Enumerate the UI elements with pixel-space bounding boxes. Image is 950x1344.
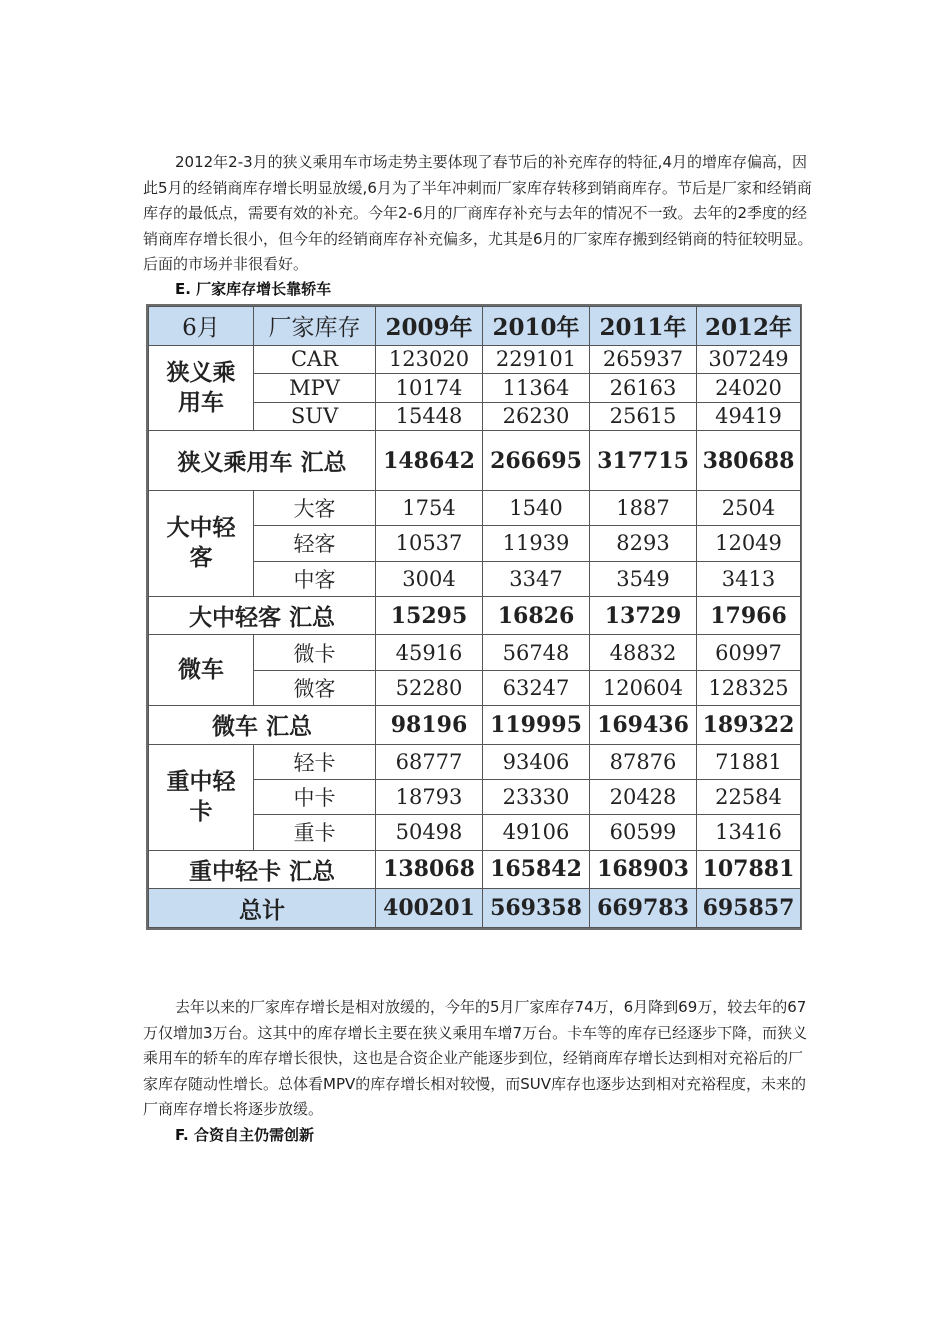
value-cell: 25615 bbox=[590, 402, 697, 430]
value-cell: 18793 bbox=[376, 779, 483, 814]
sub-cell: 微客 bbox=[254, 670, 376, 705]
value-cell: 3549 bbox=[590, 561, 697, 596]
inventory-table-frame bbox=[146, 304, 802, 930]
value-cell: 20428 bbox=[590, 779, 697, 814]
sub-cell: 微卡 bbox=[254, 635, 376, 670]
category-cell bbox=[149, 345, 254, 430]
grand-total-row bbox=[149, 889, 801, 928]
value-cell: 93406 bbox=[483, 744, 590, 779]
sub-cell: SUV bbox=[254, 402, 376, 430]
sub-cell: CAR bbox=[254, 345, 376, 373]
value-cell: 71881 bbox=[697, 744, 801, 779]
header-year: 2012年 bbox=[697, 307, 801, 346]
subtotal-value: 165842 bbox=[483, 850, 590, 889]
value-cell: 87876 bbox=[590, 744, 697, 779]
value-cell: 3347 bbox=[483, 561, 590, 596]
sub-cell: 中卡 bbox=[254, 779, 376, 814]
subtotal-row bbox=[149, 850, 801, 889]
value-cell: 3413 bbox=[697, 561, 801, 596]
analysis-paragraph: 去年以来的厂家库存增长是相对放缓的，今年的5月厂家库存74万，6月降到69万，较去年的67万仅增加3万台。这其中的库存增长主要在狭义乘用车增7万台。卡车等的库存已经逐步下降，而狭义乘用车的轿车的库存增长很快，这也是合资企业产能逐步到位，经销商库存增长达到相对充裕后的厂家库存随动性增长。总体看MPV的库存增长相对较慢，而SUV库存也逐步达到相对充裕程度，未来的厂商库存增长将逐步放缓。 bbox=[143, 998, 808, 1118]
value-cell: 13416 bbox=[697, 815, 801, 850]
value-cell: 56748 bbox=[483, 635, 590, 670]
value-cell: 15448 bbox=[376, 402, 483, 430]
category-label: 重中轻卡 bbox=[166, 768, 236, 826]
subtotal-value: 266695 bbox=[483, 431, 590, 491]
header-year: 2009年 bbox=[376, 307, 483, 346]
value-cell: 2504 bbox=[697, 491, 801, 526]
table-row bbox=[149, 744, 801, 779]
value-cell: 12049 bbox=[697, 526, 801, 561]
header-year: 2010年 bbox=[483, 307, 590, 346]
grand-total-value: 669783 bbox=[590, 889, 697, 928]
value-cell: 8293 bbox=[590, 526, 697, 561]
value-cell: 10537 bbox=[376, 526, 483, 561]
sub-cell: 轻客 bbox=[254, 526, 376, 561]
value-cell: 60997 bbox=[697, 635, 801, 670]
section-heading-e: E. 厂家库存增长靠轿车 bbox=[175, 280, 332, 298]
category-cell bbox=[149, 744, 254, 850]
table-row bbox=[149, 345, 801, 373]
table-row bbox=[149, 491, 801, 526]
category-label: 大中轻客 bbox=[166, 514, 236, 572]
grand-total-label: 总计 bbox=[149, 889, 376, 928]
value-cell: 123020 bbox=[376, 345, 483, 373]
value-cell: 49419 bbox=[697, 402, 801, 430]
category-label: 狭义乘用车 bbox=[166, 358, 236, 416]
grand-total-value: 569358 bbox=[483, 889, 590, 928]
subtotal-value: 317715 bbox=[590, 431, 697, 491]
subtotal-value: 107881 bbox=[697, 850, 801, 889]
subtotal-label: 重中轻卡 汇总 bbox=[149, 850, 376, 889]
value-cell: 49106 bbox=[483, 815, 590, 850]
value-cell: 1754 bbox=[376, 491, 483, 526]
sub-cell: MPV bbox=[254, 374, 376, 402]
inventory-table bbox=[148, 306, 801, 928]
sub-cell: 轻卡 bbox=[254, 744, 376, 779]
table-header-row bbox=[149, 307, 801, 346]
value-cell: 11939 bbox=[483, 526, 590, 561]
value-cell: 24020 bbox=[697, 374, 801, 402]
sub-cell: 大客 bbox=[254, 491, 376, 526]
section-heading-f: F. 合资自主仍需创新 bbox=[175, 1126, 314, 1144]
subtotal-value: 138068 bbox=[376, 850, 483, 889]
value-cell: 120604 bbox=[590, 670, 697, 705]
subtotal-value: 148642 bbox=[376, 431, 483, 491]
subtotal-value: 17966 bbox=[697, 596, 801, 635]
intro-paragraph: 2012年2-3月的狭义乘用车市场走势主要体现了春节后的补充库存的特征,4月的增库存偏高，因此5月的经销商库存增长明显放缓,6月为了半年冲刺而厂家库存转移到销商库存。节后是厂家和经销商库存的最低点，需要有效的补充。今年2-6月的厂商库存补充与去年的情况不一致。去年的2季度的经销商库存增长很小，但今年的经销商库存补充偏多，尤其是6月的厂家库存搬到经销商的特征较明显。后面的市场并非很看好。 bbox=[143, 153, 813, 273]
subtotal-value: 380688 bbox=[697, 431, 801, 491]
subtotal-value: 15295 bbox=[376, 596, 483, 635]
value-cell: 26230 bbox=[483, 402, 590, 430]
value-cell: 50498 bbox=[376, 815, 483, 850]
value-cell: 10174 bbox=[376, 374, 483, 402]
category-cell: 微车 bbox=[149, 635, 254, 706]
subtotal-row bbox=[149, 706, 801, 745]
subtotal-row bbox=[149, 431, 801, 491]
subtotal-label: 大中轻客 汇总 bbox=[149, 596, 376, 635]
value-cell: 52280 bbox=[376, 670, 483, 705]
value-cell: 307249 bbox=[697, 345, 801, 373]
subtotal-value: 98196 bbox=[376, 706, 483, 745]
subtotal-value: 189322 bbox=[697, 706, 801, 745]
grand-total-value: 695857 bbox=[697, 889, 801, 928]
value-cell: 45916 bbox=[376, 635, 483, 670]
value-cell: 1887 bbox=[590, 491, 697, 526]
sub-cell: 重卡 bbox=[254, 815, 376, 850]
value-cell: 60599 bbox=[590, 815, 697, 850]
category-cell bbox=[149, 491, 254, 597]
subtotal-value: 119995 bbox=[483, 706, 590, 745]
value-cell: 1540 bbox=[483, 491, 590, 526]
value-cell: 265937 bbox=[590, 345, 697, 373]
value-cell: 128325 bbox=[697, 670, 801, 705]
subtotal-value: 169436 bbox=[590, 706, 697, 745]
value-cell: 23330 bbox=[483, 779, 590, 814]
value-cell: 26163 bbox=[590, 374, 697, 402]
subtotal-value: 168903 bbox=[590, 850, 697, 889]
value-cell: 3004 bbox=[376, 561, 483, 596]
header-month: 6月 bbox=[149, 307, 254, 346]
header-inventory: 厂家库存 bbox=[254, 307, 376, 346]
value-cell: 68777 bbox=[376, 744, 483, 779]
value-cell: 48832 bbox=[590, 635, 697, 670]
value-cell: 11364 bbox=[483, 374, 590, 402]
sub-cell: 中客 bbox=[254, 561, 376, 596]
table-row bbox=[149, 635, 801, 670]
value-cell: 229101 bbox=[483, 345, 590, 373]
value-cell: 22584 bbox=[697, 779, 801, 814]
value-cell: 63247 bbox=[483, 670, 590, 705]
subtotal-label: 狭义乘用车 汇总 bbox=[149, 431, 376, 491]
header-year: 2011年 bbox=[590, 307, 697, 346]
subtotal-row bbox=[149, 596, 801, 635]
grand-total-value: 400201 bbox=[376, 889, 483, 928]
subtotal-value: 13729 bbox=[590, 596, 697, 635]
subtotal-value: 16826 bbox=[483, 596, 590, 635]
subtotal-label: 微车 汇总 bbox=[149, 706, 376, 745]
